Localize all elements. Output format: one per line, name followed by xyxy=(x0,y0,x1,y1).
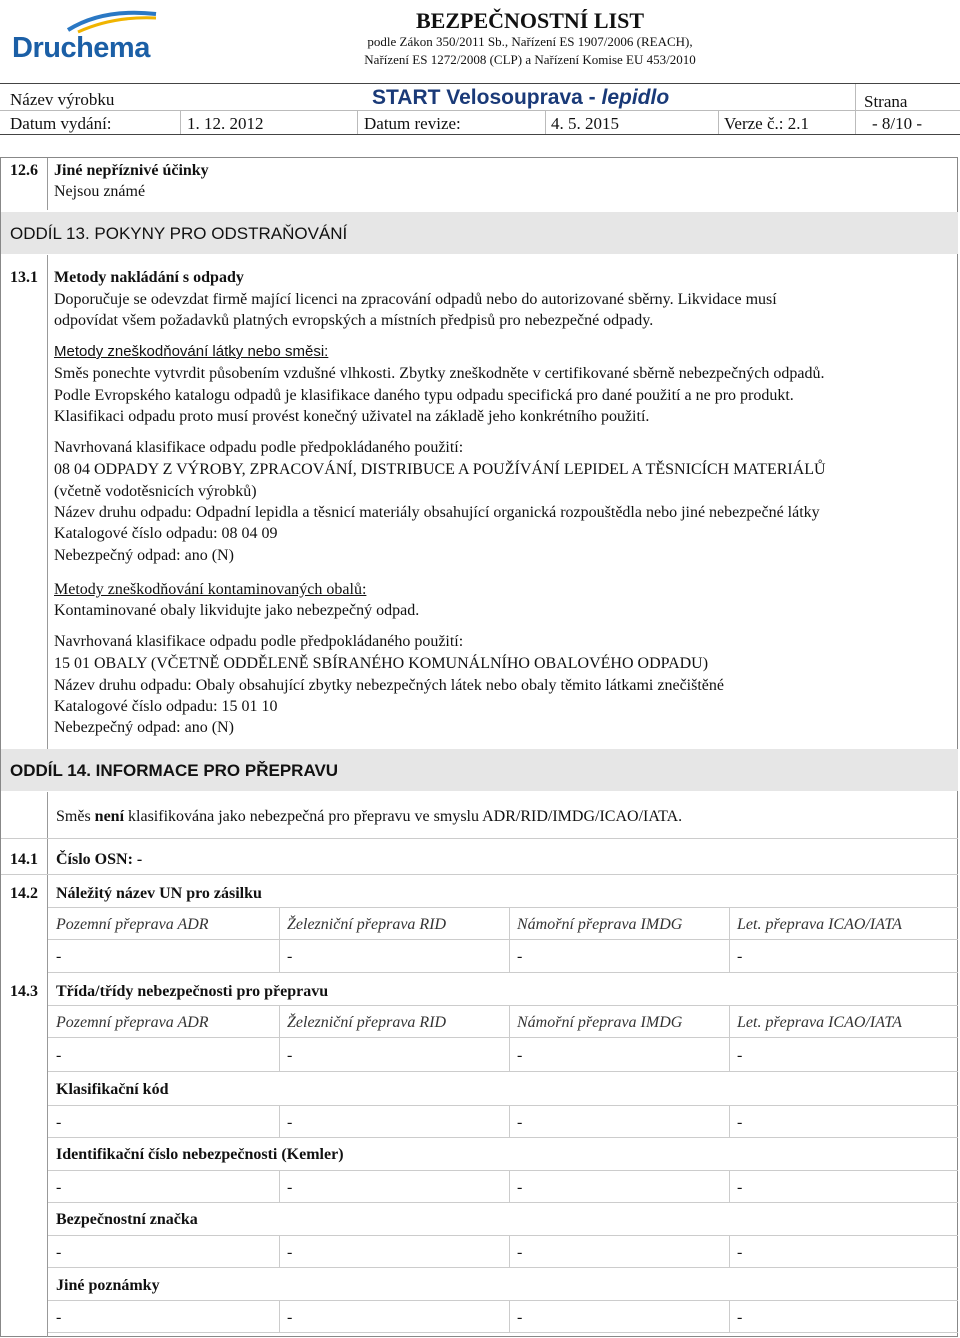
table-grid-line xyxy=(509,1105,510,1137)
waste-category: 15 01 OBALY (VČETNĚ ODDĚLENĚ SBÍRANÉHO KOMUNÁLNÍHO OBALOVÉHO ODPADU) xyxy=(54,655,709,672)
table-cell: - xyxy=(287,1244,293,1261)
transport-column-header: Námořní přeprava IMDG xyxy=(517,1014,683,1031)
section-number: 14.1 xyxy=(10,851,38,868)
table-cell: - xyxy=(517,1114,523,1131)
table-cell: - xyxy=(517,1047,523,1064)
table-grid-line xyxy=(48,1005,958,1006)
header-cell-divider xyxy=(180,111,181,134)
section-title: Třída/třídy nebezpečnosti pro přepravu xyxy=(56,983,329,1000)
waste-category: (včetně vodotěsnicích výrobků) xyxy=(54,483,257,500)
company-name: Druchema xyxy=(12,32,150,64)
table-cell: - xyxy=(287,1114,293,1131)
table-grid-line xyxy=(509,1170,510,1202)
row-divider xyxy=(1,874,958,875)
page-label: Strana xyxy=(864,92,908,111)
table-cell: - xyxy=(56,1179,62,1196)
text: Klasifikaci odpadu proto musí provést konečný uživatel na základě jeho konkrétního použití. xyxy=(54,408,650,425)
table-grid-line xyxy=(279,907,280,973)
transport-column-header: Železniční přeprava RID xyxy=(287,916,447,933)
law-reference-2: Nařízení ES 1272/2008 (CLP) a Nařízení Komise EU 453/2010 xyxy=(364,52,696,67)
table-subheading: Klasifikační kód xyxy=(56,1081,169,1098)
table-grid-line xyxy=(729,907,730,973)
table-cell: - xyxy=(737,1047,743,1064)
text: Navrhovaná klasifikace odpadu podle předpokládaného použití: xyxy=(54,439,464,456)
section-number: 14.3 xyxy=(10,983,38,1000)
table-grid-line xyxy=(279,1170,280,1202)
table-grid-line xyxy=(48,972,958,973)
table-cell: - xyxy=(517,1179,523,1196)
table-cell: - xyxy=(737,1244,743,1261)
table-cell: - xyxy=(56,1309,62,1326)
table-cell: - xyxy=(56,1244,62,1261)
table-cell: - xyxy=(737,948,743,965)
table-grid-line xyxy=(48,1105,958,1106)
waste-code: Katalogové číslo odpadu: 08 04 09 xyxy=(54,525,278,542)
transport-column-header: Pozemní přeprava ADR xyxy=(56,1014,209,1031)
waste-category: 08 04 ODPADY Z VÝROBY, ZPRACOVÁNÍ, DISTRIBUCE A POUŽÍVÁNÍ LEPIDEL A TĚSNICÍCH MATERIÁLŮ xyxy=(54,461,826,478)
section-title: Jiné nepříznivé účinky xyxy=(54,162,209,179)
header-divider xyxy=(0,110,960,111)
table-grid-line xyxy=(279,1005,280,1071)
table-cell: - xyxy=(56,948,62,965)
header-cell-divider xyxy=(545,111,546,134)
table-grid-line xyxy=(48,1235,958,1236)
waste-code: Katalogové číslo odpadu: 15 01 10 xyxy=(54,698,278,715)
page-number: - 8/10 - xyxy=(872,114,923,133)
table-grid-line xyxy=(48,1137,958,1138)
table-grid-line xyxy=(48,1332,958,1333)
transport-intro xyxy=(56,806,682,827)
product-name-variant: lepidlo xyxy=(601,86,670,109)
table-grid-line xyxy=(279,1300,280,1332)
transport-column-header: Pozemní přeprava ADR xyxy=(56,916,209,933)
table-subheading: Jiné poznámky xyxy=(56,1277,160,1294)
header-cell-divider xyxy=(357,111,358,134)
table-grid-line xyxy=(729,1105,730,1137)
law-reference-1: podle Zákon 350/2011 Sb., Nařízení ES 1907/2006 (REACH), xyxy=(367,34,693,49)
waste-type: Název druhu odpadu: Obaly obsahující zbytky nebezpečných látek nebo obaly těmito látkami znečištěné xyxy=(54,677,724,694)
hazard-flag: Nebezpečný odpad: ano (N) xyxy=(54,719,234,736)
text: Podle Evropského katalogu odpadů je klasifikace daného typu odpadu specifická pro dané použití a ne pro produkt. xyxy=(54,387,794,404)
table-grid-line xyxy=(48,1202,958,1203)
table-grid-line xyxy=(48,939,958,940)
text: Nejsou známé xyxy=(54,183,146,200)
table-grid-line xyxy=(48,1267,958,1268)
waste-type: Název druhu odpadu: Odpadní lepidla a těsnicí materiály obsahující organická rozpouštědla nebo jiné nebezpečné látky xyxy=(54,504,820,521)
header-divider xyxy=(0,134,960,135)
table-cell: - xyxy=(737,1179,743,1196)
issue-date: 1. 12. 2012 xyxy=(187,114,264,133)
table-grid-line xyxy=(48,1037,958,1038)
issue-date-label: Datum vydání: xyxy=(10,114,112,133)
table-grid-line xyxy=(48,907,958,908)
product-name-main: START Velosouprava - xyxy=(372,86,602,109)
table-grid-line xyxy=(729,1300,730,1332)
section-title: Metody nakládání s odpady xyxy=(54,269,244,286)
text: Směs xyxy=(56,808,95,825)
document-title: BEZPEČNOSTNÍ LIST xyxy=(415,8,645,33)
table-cell: - xyxy=(287,1047,293,1064)
table-subheading: Bezpečnostní značka xyxy=(56,1211,198,1228)
table-cell: - xyxy=(737,1114,743,1131)
table-grid-line xyxy=(48,1170,958,1171)
transport-column-header: Železniční přeprava RID xyxy=(287,1014,447,1031)
company-logo xyxy=(8,10,158,70)
transport-column-header: Let. přeprava ICAO/IATA xyxy=(737,1014,902,1031)
table-cell: - xyxy=(517,1309,523,1326)
table-cell: - xyxy=(517,948,523,965)
table-grid-line xyxy=(509,907,510,973)
table-cell: - xyxy=(56,1114,62,1131)
text: Kontaminované obaly likvidujte jako nebezpečný odpad. xyxy=(54,602,420,619)
product-name xyxy=(372,86,669,110)
section-14-heading: ODDÍL 14. INFORMACE PRO PŘEPRAVU xyxy=(10,761,339,780)
revision-date-label: Datum revize: xyxy=(364,114,461,133)
text: není xyxy=(94,808,125,825)
text: Doporučuje se odevzdat firmě mající licenci na zpracování odpadů nebo do autorizované sběrny. Likvidace musí xyxy=(54,291,777,308)
transport-column-header: Let. přeprava ICAO/IATA xyxy=(737,916,902,933)
table-cell: - xyxy=(287,1179,293,1196)
header-cell-divider xyxy=(718,111,719,134)
table-grid-line xyxy=(729,1235,730,1267)
section-number: 14.2 xyxy=(10,885,38,902)
table-cell: - xyxy=(737,1309,743,1326)
header-divider xyxy=(0,83,960,84)
section-title: Náležitý název UN pro zásilku xyxy=(56,885,262,902)
subheading: Metody zneškodňování látky nebo směsi: xyxy=(54,343,329,360)
table-grid-line xyxy=(48,1300,958,1301)
table-grid-line xyxy=(509,1235,510,1267)
subheading: Metody zneškodňování kontaminovaných obalů: xyxy=(54,581,367,598)
table-grid-line xyxy=(509,1300,510,1332)
table-grid-line xyxy=(279,1235,280,1267)
text: Navrhovaná klasifikace odpadu podle předpokládaného použití: xyxy=(54,633,464,650)
section-number: 13.1 xyxy=(10,269,38,286)
section-13-heading: ODDÍL 13. POKYNY PRO ODSTRAŇOVÁNÍ xyxy=(10,224,348,243)
text: Směs ponechte vytvrdit působením vzdušné vlhkosti. Zbytky zneškodněte v certifikované sběrně nebezpečných odpadů. xyxy=(54,365,825,382)
table-grid-line xyxy=(729,1005,730,1071)
table-cell: - xyxy=(287,1309,293,1326)
text: odpovídat všem požadavků platných evropských a místních předpisů pro nebezpečné odpady. xyxy=(54,312,654,329)
number-column-divider xyxy=(47,158,48,210)
version: Verze č.: 2.1 xyxy=(724,114,809,133)
table-subheading: Identifikační číslo nebezpečnosti (Kemler) xyxy=(56,1146,344,1163)
table-grid-line xyxy=(279,1105,280,1137)
hazard-flag: Nebezpečný odpad: ano (N) xyxy=(54,547,234,564)
table-grid-line xyxy=(48,1071,958,1072)
section-number: 12.6 xyxy=(10,162,38,179)
table-grid-line xyxy=(509,1005,510,1071)
number-column-divider xyxy=(47,255,48,749)
header-cell-divider xyxy=(855,84,856,134)
logo-swoosh-icon xyxy=(8,10,158,34)
table-cell: - xyxy=(517,1244,523,1261)
row-divider xyxy=(1,838,958,839)
transport-column-header: Námořní přeprava IMDG xyxy=(517,916,683,933)
table-grid-line xyxy=(729,1170,730,1202)
table-cell: - xyxy=(287,948,293,965)
text: klasifikována jako nebezpečná pro přepravu ve smyslu ADR/RID/IMDG/ICAO/IATA. xyxy=(124,808,683,825)
un-number: Číslo OSN: - xyxy=(56,851,143,868)
table-cell: - xyxy=(56,1047,62,1064)
revision-date: 4. 5. 2015 xyxy=(551,114,619,133)
product-label: Název výrobku xyxy=(10,90,115,109)
